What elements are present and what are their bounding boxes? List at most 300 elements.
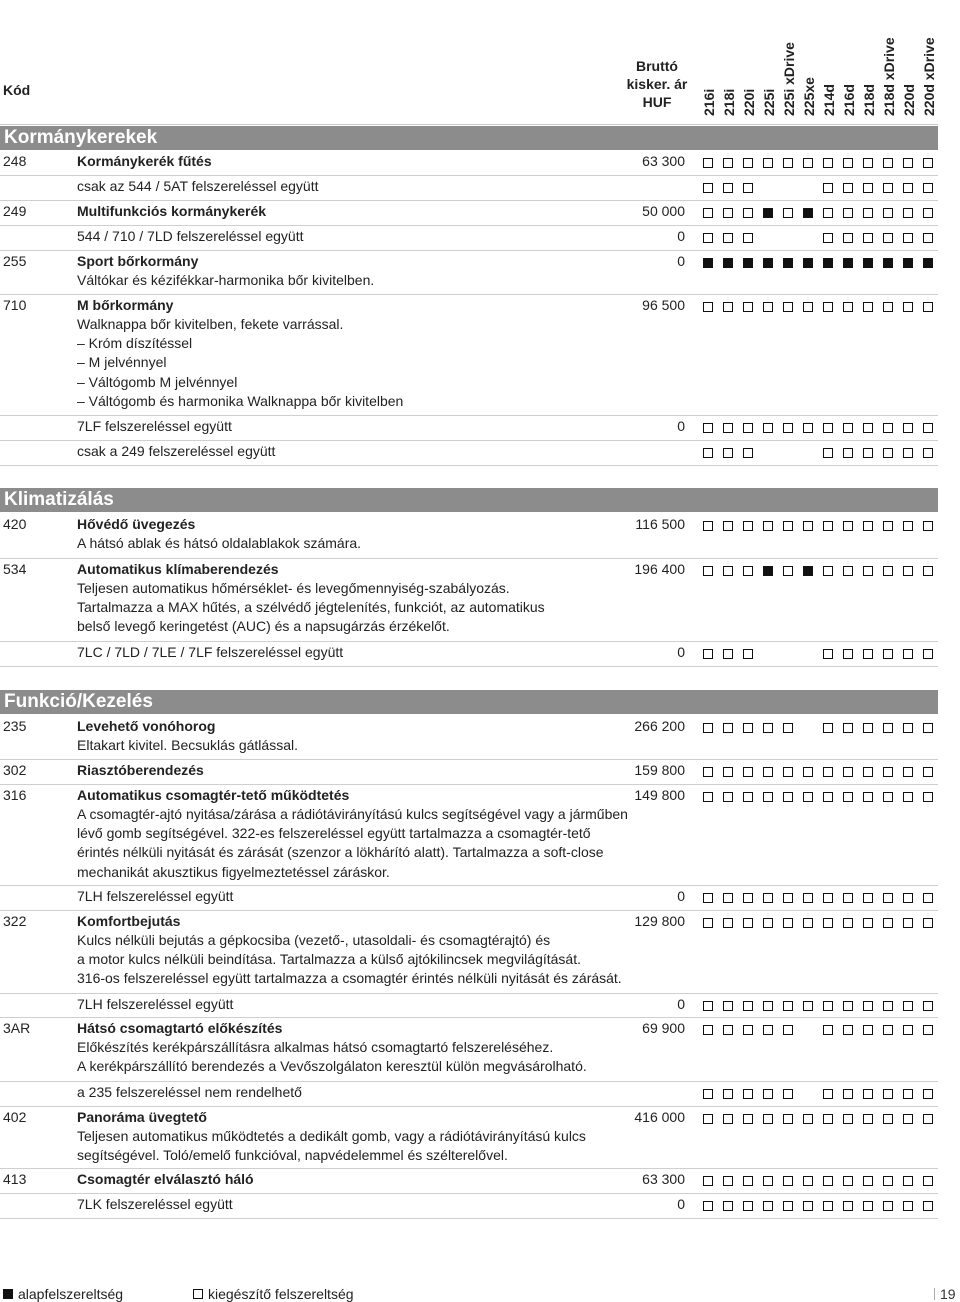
option-code: 316 [3, 787, 27, 803]
optional-mark-icon [783, 208, 793, 218]
optional-mark-icon [823, 1114, 833, 1124]
optional-mark-icon [723, 302, 733, 312]
optional-mark-icon [783, 1176, 793, 1186]
option-name: Hővédő üvegezés [77, 516, 196, 532]
optional-mark-icon [723, 521, 733, 531]
optional-mark-icon [863, 566, 873, 576]
optional-mark-icon [723, 792, 733, 802]
optional-mark-icon [903, 208, 913, 218]
option-price: 50 000 [642, 203, 685, 219]
option-price: 69 900 [642, 1020, 685, 1036]
optional-mark-icon [823, 792, 833, 802]
table-row [0, 785, 938, 886]
table-row [0, 1018, 938, 1082]
table-row [0, 911, 938, 994]
optional-mark-icon [783, 1089, 793, 1099]
optional-mark-icon [903, 918, 913, 928]
optional-mark-icon [803, 521, 813, 531]
legend-optional [193, 1286, 354, 1302]
optional-mark-icon [903, 1089, 913, 1099]
page-divider [934, 1288, 935, 1300]
optional-mark-icon [923, 302, 933, 312]
model-header-218d: 218d [861, 84, 877, 116]
optional-mark-icon [883, 423, 893, 433]
optional-mark-icon [703, 158, 713, 168]
optional-mark-icon [703, 649, 713, 659]
option-description: a motor kulcs nélküli beindítása. Tartalmazza a külső ajtókilincsek megvilágítását. [77, 951, 581, 968]
optional-mark-icon [923, 1114, 933, 1124]
optional-mark-icon [863, 767, 873, 777]
option-price: 159 800 [634, 762, 685, 778]
optional-mark-icon [863, 649, 873, 659]
option-price: 196 400 [634, 561, 685, 577]
optional-mark-icon [803, 1114, 813, 1124]
optional-mark-icon [743, 723, 753, 733]
table-row [0, 251, 938, 295]
option-name: Multifunkciós kormánykerék [77, 203, 267, 219]
optional-mark-icon [903, 302, 913, 312]
optional-mark-icon [843, 158, 853, 168]
optional-mark-icon [903, 521, 913, 531]
optional-mark-icon [923, 448, 933, 458]
optional-mark-icon [843, 918, 853, 928]
optional-mark-icon [743, 649, 753, 659]
option-price: 0 [677, 253, 685, 269]
option-price: 129 800 [634, 913, 685, 929]
optional-mark-icon [923, 918, 933, 928]
option-name: Komfortbejutás [77, 913, 181, 929]
optional-mark-icon [903, 1176, 913, 1186]
model-header-225xe: 225xe [801, 77, 817, 116]
optional-mark-icon [783, 566, 793, 576]
optional-mark-icon [863, 302, 873, 312]
optional-mark-icon [883, 448, 893, 458]
optional-mark-icon [863, 208, 873, 218]
optional-mark-icon [703, 423, 713, 433]
optional-mark-icon [803, 302, 813, 312]
option-name: Kormánykerék fűtés [77, 153, 212, 169]
optional-mark-icon [703, 723, 713, 733]
optional-mark-icon [743, 767, 753, 777]
optional-mark-icon [743, 423, 753, 433]
optional-mark-icon [823, 208, 833, 218]
optional-mark-icon [703, 767, 713, 777]
option-name: Riasztóberendezés [77, 762, 204, 778]
optional-mark-icon [843, 893, 853, 903]
option-name: Panoráma üvegtető [77, 1109, 207, 1125]
optional-mark-icon [883, 1001, 893, 1011]
optional-mark-icon [703, 448, 713, 458]
option-code: 413 [3, 1171, 27, 1187]
optional-mark-icon [723, 1201, 733, 1211]
optional-mark-icon [763, 767, 773, 777]
optional-mark-icon [863, 183, 873, 193]
optional-mark-icon [723, 423, 733, 433]
option-name: Levehető vonóhorog [77, 718, 216, 734]
legend-optional-label: kiegészítő felszereltség [208, 1286, 354, 1302]
optional-mark-icon [723, 723, 733, 733]
optional-mark-icon [703, 521, 713, 531]
optional-mark-icon [763, 1025, 773, 1035]
optional-mark-icon [903, 1001, 913, 1011]
optional-mark-icon [783, 158, 793, 168]
optional-mark-icon [843, 448, 853, 458]
section-header: Klimatizálás [0, 488, 938, 512]
option-price: 63 300 [642, 153, 685, 169]
option-price: 266 200 [634, 718, 685, 734]
optional-mark-icon [863, 1025, 873, 1035]
optional-mark-icon [883, 208, 893, 218]
option-note: 7LH felszereléssel együtt [77, 996, 234, 1012]
option-description: A csomagtér-ajtó nyitása/zárása a rádiótávirányítású kulcs segítségével vagy a járműben [77, 806, 628, 822]
optional-mark-icon [743, 158, 753, 168]
option-code: 302 [3, 762, 27, 778]
optional-mark-icon [723, 1001, 733, 1011]
optional-mark-icon [823, 918, 833, 928]
option-name: Sport bőrkormány [77, 253, 199, 269]
optional-mark-icon [863, 723, 873, 733]
optional-mark-icon [923, 1201, 933, 1211]
optional-mark-icon [923, 233, 933, 243]
optional-mark-icon [723, 158, 733, 168]
optional-mark-icon [863, 158, 873, 168]
optional-mark-icon [703, 208, 713, 218]
option-code: 255 [3, 253, 27, 269]
standard-mark-icon [923, 258, 933, 268]
optional-mark-icon [803, 918, 813, 928]
optional-mark-icon [903, 566, 913, 576]
option-code: 402 [3, 1109, 27, 1125]
option-price: 96 500 [642, 297, 685, 313]
option-price: 0 [677, 1196, 685, 1212]
optional-mark-icon [903, 158, 913, 168]
optional-mark-icon [723, 448, 733, 458]
optional-mark-icon [823, 1201, 833, 1211]
option-code: 534 [3, 561, 27, 577]
option-description: mechanikát akusztikus figyelmeztetéssel záráskor. [77, 863, 390, 880]
option-note: 7LK felszereléssel együtt [77, 1196, 233, 1212]
optional-mark-icon [743, 208, 753, 218]
optional-mark-icon [903, 448, 913, 458]
option-note: 544 / 710 / 7LD felszereléssel együtt [77, 228, 304, 244]
standard-mark-icon [763, 566, 773, 576]
optional-mark-icon [923, 767, 933, 777]
optional-mark-icon [703, 1114, 713, 1124]
optional-mark-icon [903, 233, 913, 243]
option-description: 316-os felszereléssel együtt tartalmazza a csomagtér érintés nélküli nyitását és zárását. [77, 970, 622, 987]
optional-mark-icon [823, 233, 833, 243]
option-description: érintés nélküli nyitását és zárását (szenzor a lökhárító alatt). Tartalmazza a soft-close [77, 844, 604, 861]
optional-mark-icon [883, 1089, 893, 1099]
optional-mark-icon [903, 1201, 913, 1211]
standard-mark-icon [803, 208, 813, 218]
table-row [0, 1082, 938, 1107]
optional-mark-icon [863, 1201, 873, 1211]
optional-mark-icon [883, 1176, 893, 1186]
table-row [0, 1169, 938, 1194]
option-description: – Króm díszítéssel [77, 335, 193, 352]
optional-mark-icon [883, 649, 893, 659]
optional-mark-icon [703, 1089, 713, 1099]
optional-mark-icon [883, 183, 893, 193]
optional-mark-icon [723, 566, 733, 576]
option-description: lévő gomb segítségével. 322-es felszereléssel együtt tartalmazza a csomagtér-tető [77, 825, 591, 842]
optional-mark-icon [723, 767, 733, 777]
option-price: 0 [677, 228, 685, 244]
optional-mark-icon [763, 521, 773, 531]
optional-mark-icon [843, 1176, 853, 1186]
optional-mark-icon [823, 566, 833, 576]
optional-mark-icon [703, 1176, 713, 1186]
option-code: 235 [3, 718, 27, 734]
optional-mark-icon [703, 918, 713, 928]
option-note: a 235 felszereléssel nem rendelhető [77, 1084, 302, 1100]
optional-mark-icon [843, 1114, 853, 1124]
optional-mark-icon [743, 893, 753, 903]
filled-square-icon [3, 1289, 13, 1299]
optional-mark-icon [883, 158, 893, 168]
header-divider [0, 124, 938, 125]
optional-mark-icon [703, 893, 713, 903]
standard-mark-icon [843, 258, 853, 268]
model-header-225i-xdrive: 225i xDrive [781, 42, 797, 116]
optional-mark-icon [743, 1201, 753, 1211]
empty-square-icon [193, 1289, 203, 1299]
optional-mark-icon [883, 893, 893, 903]
optional-mark-icon [803, 423, 813, 433]
table-row [0, 176, 938, 201]
option-note: 7LF felszereléssel együtt [77, 418, 232, 434]
option-price: 0 [677, 996, 685, 1012]
option-code: 322 [3, 913, 27, 929]
optional-mark-icon [923, 1089, 933, 1099]
optional-mark-icon [923, 183, 933, 193]
optional-mark-icon [923, 1176, 933, 1186]
optional-mark-icon [863, 1001, 873, 1011]
optional-mark-icon [863, 1089, 873, 1099]
table-row [0, 642, 938, 667]
model-header-220d: 220d [901, 84, 917, 116]
optional-mark-icon [883, 302, 893, 312]
optional-mark-icon [923, 521, 933, 531]
table-row [0, 886, 938, 911]
optional-mark-icon [843, 521, 853, 531]
standard-mark-icon [743, 258, 753, 268]
option-note: 7LC / 7LD / 7LE / 7LF felszereléssel együtt [77, 644, 344, 660]
option-code: 248 [3, 153, 27, 169]
section-header: Funkció/Kezelés [0, 690, 938, 714]
table-row [0, 559, 938, 642]
optional-mark-icon [803, 158, 813, 168]
optional-mark-icon [743, 1025, 753, 1035]
optional-mark-icon [703, 792, 713, 802]
option-description: – Váltógomb M jelvénnyel [77, 373, 238, 390]
standard-mark-icon [903, 258, 913, 268]
optional-mark-icon [723, 183, 733, 193]
option-description: Kulcs nélküli bejutás a gépkocsiba (vezető-, utasoldali- és csomagtérajtó) és [77, 932, 551, 948]
optional-mark-icon [783, 1001, 793, 1011]
table-row [0, 416, 938, 441]
optional-mark-icon [723, 1089, 733, 1099]
standard-mark-icon [883, 258, 893, 268]
standard-mark-icon [763, 258, 773, 268]
table-row [0, 441, 938, 466]
option-description: – Váltógomb és harmonika Walknappa bőr kivitelben [77, 392, 404, 409]
option-description: Eltakart kivitel. Becsuklás gátlással. [77, 737, 298, 753]
optional-mark-icon [863, 448, 873, 458]
optional-mark-icon [923, 158, 933, 168]
optional-mark-icon [843, 1025, 853, 1035]
optional-mark-icon [763, 1201, 773, 1211]
optional-mark-icon [763, 1001, 773, 1011]
optional-mark-icon [783, 1114, 793, 1124]
optional-mark-icon [843, 423, 853, 433]
optional-mark-icon [843, 1201, 853, 1211]
optional-mark-icon [783, 767, 793, 777]
optional-mark-icon [743, 1114, 753, 1124]
optional-mark-icon [823, 183, 833, 193]
optional-mark-icon [823, 448, 833, 458]
optional-mark-icon [843, 208, 853, 218]
optional-mark-icon [843, 723, 853, 733]
optional-mark-icon [823, 158, 833, 168]
optional-mark-icon [763, 1114, 773, 1124]
model-header-216d: 216d [841, 84, 857, 116]
optional-mark-icon [703, 1201, 713, 1211]
option-note: csak a 249 felszereléssel együtt [77, 443, 276, 459]
optional-mark-icon [883, 566, 893, 576]
model-header-216i: 216i [701, 88, 717, 116]
optional-mark-icon [783, 521, 793, 531]
optional-mark-icon [743, 233, 753, 243]
option-price: 0 [677, 418, 685, 434]
option-description: Walknappa bőr kivitelben, fekete varrással. [77, 316, 344, 332]
optional-mark-icon [703, 566, 713, 576]
optional-mark-icon [923, 1025, 933, 1035]
column-header-code: Kód [3, 82, 31, 98]
option-description: Tartalmazza a MAX hűtés, a szélvédő jégtelenítés, funkciót, az automatikus [77, 599, 545, 616]
optional-mark-icon [923, 208, 933, 218]
table-row [0, 994, 938, 1018]
standard-mark-icon [803, 566, 813, 576]
optional-mark-icon [703, 233, 713, 243]
optional-mark-icon [743, 183, 753, 193]
optional-mark-icon [783, 1201, 793, 1211]
option-name: Csomagtér elválasztó háló [77, 1171, 254, 1187]
option-description: A hátsó ablak és hátsó oldalablakok számára. [77, 535, 362, 551]
optional-mark-icon [743, 302, 753, 312]
table-row [0, 295, 938, 416]
optional-mark-icon [923, 423, 933, 433]
optional-mark-icon [883, 521, 893, 531]
optional-mark-icon [763, 423, 773, 433]
optional-mark-icon [883, 723, 893, 733]
optional-mark-icon [883, 1201, 893, 1211]
optional-mark-icon [763, 723, 773, 733]
optional-mark-icon [703, 183, 713, 193]
optional-mark-icon [803, 792, 813, 802]
page-number: 19 [940, 1286, 956, 1302]
optional-mark-icon [883, 233, 893, 243]
optional-mark-icon [843, 1001, 853, 1011]
optional-mark-icon [843, 1089, 853, 1099]
option-description: Teljesen automatikus működtetés a dedikált gomb, vagy a rádiótávirányítású kulcs [77, 1128, 586, 1144]
standard-mark-icon [783, 258, 793, 268]
standard-mark-icon [703, 258, 713, 268]
table-row [0, 1194, 938, 1219]
option-price: 0 [677, 644, 685, 660]
option-description: A kerékpárszállító berendezés a Vevőszolgálaton keresztül külön megvásárolható. [77, 1058, 587, 1075]
optional-mark-icon [723, 893, 733, 903]
optional-mark-icon [743, 918, 753, 928]
option-name: Automatikus csomagtér-tető működtetés [77, 787, 350, 803]
table-row [0, 201, 938, 226]
option-note: csak az 544 / 5AT felszereléssel együtt [77, 178, 319, 194]
optional-mark-icon [783, 918, 793, 928]
optional-mark-icon [783, 792, 793, 802]
optional-mark-icon [823, 893, 833, 903]
option-name: M bőrkormány [77, 297, 174, 313]
option-note: 7LH felszereléssel együtt [77, 888, 234, 904]
option-description: – M jelvénnyel [77, 354, 167, 371]
optional-mark-icon [903, 649, 913, 659]
option-price: 416 000 [634, 1109, 685, 1125]
model-header-218i: 218i [721, 88, 737, 116]
optional-mark-icon [903, 792, 913, 802]
optional-mark-icon [863, 233, 873, 243]
optional-mark-icon [763, 792, 773, 802]
optional-mark-icon [803, 1176, 813, 1186]
optional-mark-icon [863, 423, 873, 433]
optional-mark-icon [703, 302, 713, 312]
optional-mark-icon [723, 1176, 733, 1186]
optional-mark-icon [903, 767, 913, 777]
optional-mark-icon [923, 723, 933, 733]
optional-mark-icon [903, 423, 913, 433]
option-description: Előkészítés kerékpárszállításra alkalmas hátsó csomagtartó felszereléséhez. [77, 1039, 554, 1055]
option-description: Váltókar és kézifékkar-harmonika bőr kivitelben. [77, 272, 375, 288]
optional-mark-icon [923, 893, 933, 903]
optional-mark-icon [723, 918, 733, 928]
optional-mark-icon [743, 1089, 753, 1099]
optional-mark-icon [823, 302, 833, 312]
optional-mark-icon [823, 723, 833, 733]
optional-mark-icon [863, 1114, 873, 1124]
optional-mark-icon [743, 448, 753, 458]
optional-mark-icon [803, 893, 813, 903]
optional-mark-icon [923, 649, 933, 659]
section-header: Kormánykerekek [0, 126, 938, 150]
optional-mark-icon [863, 1176, 873, 1186]
optional-mark-icon [883, 792, 893, 802]
optional-mark-icon [743, 566, 753, 576]
optional-mark-icon [843, 233, 853, 243]
table-row [0, 760, 938, 785]
optional-mark-icon [823, 1176, 833, 1186]
optional-mark-icon [883, 767, 893, 777]
option-code: 249 [3, 203, 27, 219]
optional-mark-icon [883, 1114, 893, 1124]
standard-mark-icon [803, 258, 813, 268]
option-description: belső levegő keringetést (AUC) és a napsugárzás érzékelőt. [77, 618, 450, 635]
optional-mark-icon [863, 792, 873, 802]
optional-mark-icon [823, 649, 833, 659]
optional-mark-icon [843, 566, 853, 576]
optional-mark-icon [763, 893, 773, 903]
option-name: Automatikus klímaberendezés [77, 561, 279, 577]
optional-mark-icon [803, 767, 813, 777]
optional-mark-icon [883, 918, 893, 928]
